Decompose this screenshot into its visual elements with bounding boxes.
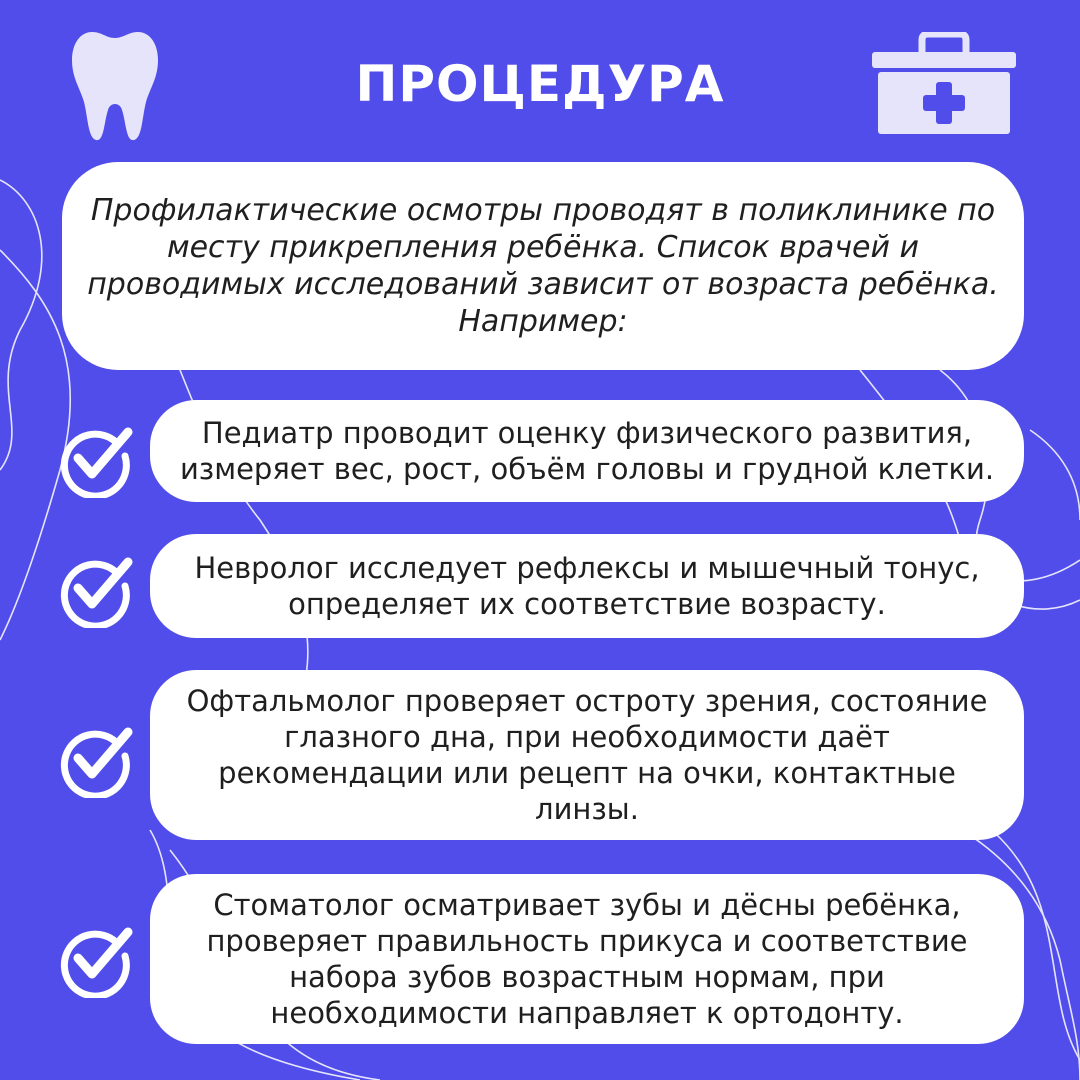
page-title: ПРОЦЕДУРА — [355, 55, 725, 113]
checklist-item-text: Невролог исследует рефлексы и мышечный тонус, определяет их соответствие возрасту. — [194, 551, 980, 621]
checklist-item-text: Офтальмолог проверяет остроту зрения, состояние глазного дна, при необходимости даёт рекомендации или рецепт на очки, контактные линзы. — [186, 684, 988, 826]
checklist-item — [150, 400, 1024, 502]
checklist-item — [150, 874, 1024, 1044]
checklist-item — [150, 670, 1024, 840]
checkmark-circle-icon — [54, 418, 134, 498]
medkit-icon — [870, 32, 1018, 136]
intro-card — [62, 162, 1024, 370]
checklist-item — [150, 534, 1024, 638]
checkmark-circle-icon — [54, 548, 134, 628]
checklist-item-text: Стоматолог осматривает зубы и дёсны ребёнка, проверяет правильность прикуса и соответствие набора зубов возрастным нормам, при необходимости направляет к ортодонту. — [206, 888, 968, 1030]
intro-text: Профилактические осмотры проводят в поликлинике по месту прикрепления ребёнка. Список врачей и проводимых исследований зависит от возраста ребёнка. Например: — [87, 193, 999, 339]
checkmark-circle-icon — [54, 718, 134, 798]
tooth-icon — [70, 26, 160, 146]
checkmark-circle-icon — [54, 918, 134, 998]
checklist-item-text: Педиатр проводит оценку физического развития, измеряет вес, рост, объём головы и грудной клетки. — [179, 416, 995, 486]
